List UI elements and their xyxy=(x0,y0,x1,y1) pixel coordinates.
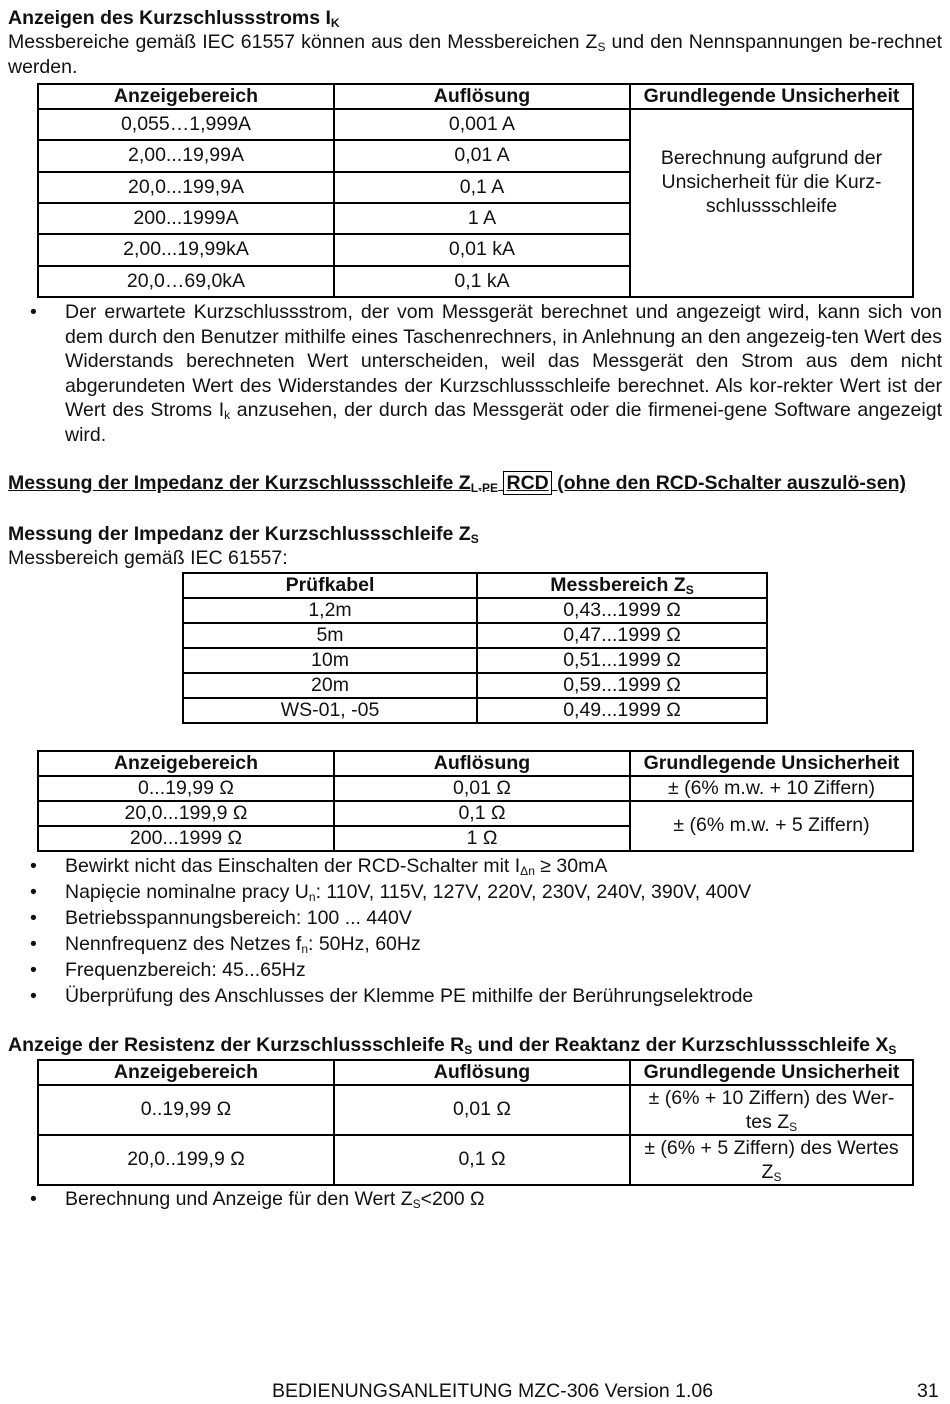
resolution-cell: 0,1 kA xyxy=(334,266,630,297)
list-item: • Berechnung und Anzeige für den Wert $Z_S<200$ Ω xyxy=(8,1187,942,1212)
header-resolution: Auflösung xyxy=(334,1060,630,1085)
range-cell: 0..19,99 Ω xyxy=(38,1085,334,1135)
range-cell: 0,51...1999 Ω xyxy=(477,648,767,673)
table-header-row xyxy=(183,573,767,598)
lead-cell: 20m xyxy=(183,673,477,698)
range-cell: 20,0..199,9 Ω xyxy=(38,1135,334,1185)
range-cell: 0...19,99 Ω xyxy=(38,776,334,801)
table-row xyxy=(183,698,767,723)
resolution-cell: 0,01 Ω xyxy=(334,776,630,801)
range-cell: 20,0...199,9 Ω xyxy=(38,801,334,826)
header-uncertainty: Grundlegende Unsicherheit xyxy=(630,1060,913,1085)
lead-cell: 10m xyxy=(183,648,477,673)
lead-cell: 5m xyxy=(183,623,477,648)
test-lead-range-table xyxy=(182,572,768,724)
header-measuring-range: Messbereich $Z_S$ xyxy=(477,573,767,598)
resistance-reactance-table xyxy=(37,1059,914,1186)
list-item: • Napięcie nominalne pracy $U_n$: 110V, 115V, 127V, 220V, 230V, 240V, 390V, 400V xyxy=(8,879,942,905)
section-intro: Messbereich gemäß IEC 61557: xyxy=(8,547,288,569)
header-resolution: Auflösung xyxy=(334,84,630,109)
table-row xyxy=(183,598,767,623)
range-cell: 0,47...1999 Ω xyxy=(477,623,767,648)
uncertainty-cell: ± (6% m.w. + 5 Ziffern) xyxy=(630,801,913,851)
uncertainty-cell: ± (6% + 10 Ziffern) des Wer-tes $Z_S$ xyxy=(630,1085,913,1135)
uncertainty-cell: Berechnung aufgrund der Unsicherheit für die Kurz-schlussschleife xyxy=(630,109,913,297)
table-row xyxy=(38,1085,913,1135)
footer-title: BEDIENUNGSANLEITUNG MZC-306 Version 1.06 xyxy=(272,1380,714,1402)
resolution-cell: 1 A xyxy=(334,203,630,234)
range-cell: 200...1999A xyxy=(38,203,334,234)
section-title-loop-impedance: Messung der Impedanz der Kurzschlussschleife $Z_S$ xyxy=(8,523,479,546)
table-row xyxy=(183,648,767,673)
range-cell: 20,0...199,9A xyxy=(38,172,334,203)
list-item: • Frequenzbereich: 45...65Hz xyxy=(8,957,942,983)
impedance-range-table xyxy=(37,750,914,852)
section-title-loop-impedance-rcd: Messung der Impedanz der Kurzschlussschleife $Z_{L-PE}$ RCD (ohne den RCD-Schalter auszulö-sen) xyxy=(8,472,907,495)
resolution-cell: 0,01 A xyxy=(334,140,630,171)
list-item: • Überprüfung des Anschlusses der Klemme PE mithilfe der Berührungselektrode xyxy=(8,983,942,1009)
lead-cell: WS-01, -05 xyxy=(183,698,477,723)
table-header-row xyxy=(38,1060,913,1085)
table-row xyxy=(38,1135,913,1185)
table-row xyxy=(183,673,767,698)
section-title-short-circuit-current: Anzeigen des Kurzschlussstroms $I_K$ xyxy=(8,7,340,30)
resolution-cell: 0,01 Ω xyxy=(334,1085,630,1135)
lead-cell: 1,2m xyxy=(183,598,477,623)
range-cell: 2,00...19,99A xyxy=(38,140,334,171)
range-cell: 0,055…1,999A xyxy=(38,109,334,140)
resolution-cell: 0,1 A xyxy=(334,172,630,203)
resolution-cell: 0,1 Ω xyxy=(334,1135,630,1185)
range-cell: 0,43...1999 Ω xyxy=(477,598,767,623)
header-test-lead: Prüfkabel xyxy=(183,573,477,598)
section-intro: Messbereiche gemäß IEC 61557 können aus den Messbereichen $Z_S$ und den Nennspannungen be-rechnet werden. xyxy=(8,31,943,78)
range-cell: 0,59...1999 Ω xyxy=(477,673,767,698)
header-resolution: Auflösung xyxy=(334,751,630,776)
list-item: • Bewirkt nicht das Einschalten der RCD-Schalter mit $I_{\Delta n} \ge 30mA$ xyxy=(8,853,942,879)
range-cell: 20,0…69,0kA xyxy=(38,266,334,297)
header-display-range: Anzeigebereich xyxy=(38,751,334,776)
section-title-resistance-reactance: Anzeige der Resistenz der Kurzschlussschleife $R_S$ und der Reaktanz der Kurzschlussschleife $X_S$ xyxy=(8,1033,897,1057)
table-row xyxy=(38,801,913,826)
uncertainty-cell: ± (6% + 5 Ziffern) des Wertes $Z_S$ xyxy=(630,1135,913,1185)
header-uncertainty: Grundlegende Unsicherheit xyxy=(630,84,913,109)
list-item: • Betriebsspannungsbereich: 100 ... 440V xyxy=(8,905,942,931)
range-cell: 2,00...19,99kA xyxy=(38,234,334,265)
manual-page xyxy=(8,6,942,1211)
list-item: • Der erwartete Kurzschlussstrom, der vom Messgerät berechnet und angezeigt wird, kann sich von dem durch den Benutzer mithilfe eines Taschenrechners, in Anlehnung an den angezeig-ten Wert des Widerstands berechneten Wert unterscheiden, weil das Messgerät den Strom aus dem nicht abgerundeten Wert des Widerstandes der Kurzschlussschleife berechnet. Als kor-rekter Wert ist der Wert des Stroms $I_k$ anzusehen, der durch das Messgerät oder die firmenei-gene Software angezeigt wird. xyxy=(8,300,942,447)
header-display-range: Anzeigebereich xyxy=(38,1060,334,1085)
range-cell: 200...1999 Ω xyxy=(38,826,334,851)
header-uncertainty: Grundlegende Unsicherheit xyxy=(630,751,913,776)
table-row xyxy=(183,623,767,648)
resolution-cell: 0,1 Ω xyxy=(334,801,630,826)
rcd-badge: RCD xyxy=(503,471,551,495)
page-number: 31 xyxy=(917,1380,939,1402)
resolution-cell: 1 Ω xyxy=(334,826,630,851)
current-range-table xyxy=(37,83,914,298)
table-header-row xyxy=(38,84,913,109)
table-row xyxy=(38,109,913,140)
note-list xyxy=(8,300,942,447)
uncertainty-cell: ± (6% m.w. + 10 Ziffern) xyxy=(630,776,913,801)
spec-list xyxy=(8,853,942,1009)
list-item: • Nennfrequenz des Netzes $f_n$: 50Hz, 60Hz xyxy=(8,931,942,957)
range-cell: 0,49...1999 Ω xyxy=(477,698,767,723)
header-display-range: Anzeigebereich xyxy=(38,84,334,109)
table-row xyxy=(38,776,913,801)
resolution-cell: 0,01 kA xyxy=(334,234,630,265)
table-header-row xyxy=(38,751,913,776)
resolution-cell: 0,001 A xyxy=(334,109,630,140)
note-list xyxy=(8,1187,942,1212)
